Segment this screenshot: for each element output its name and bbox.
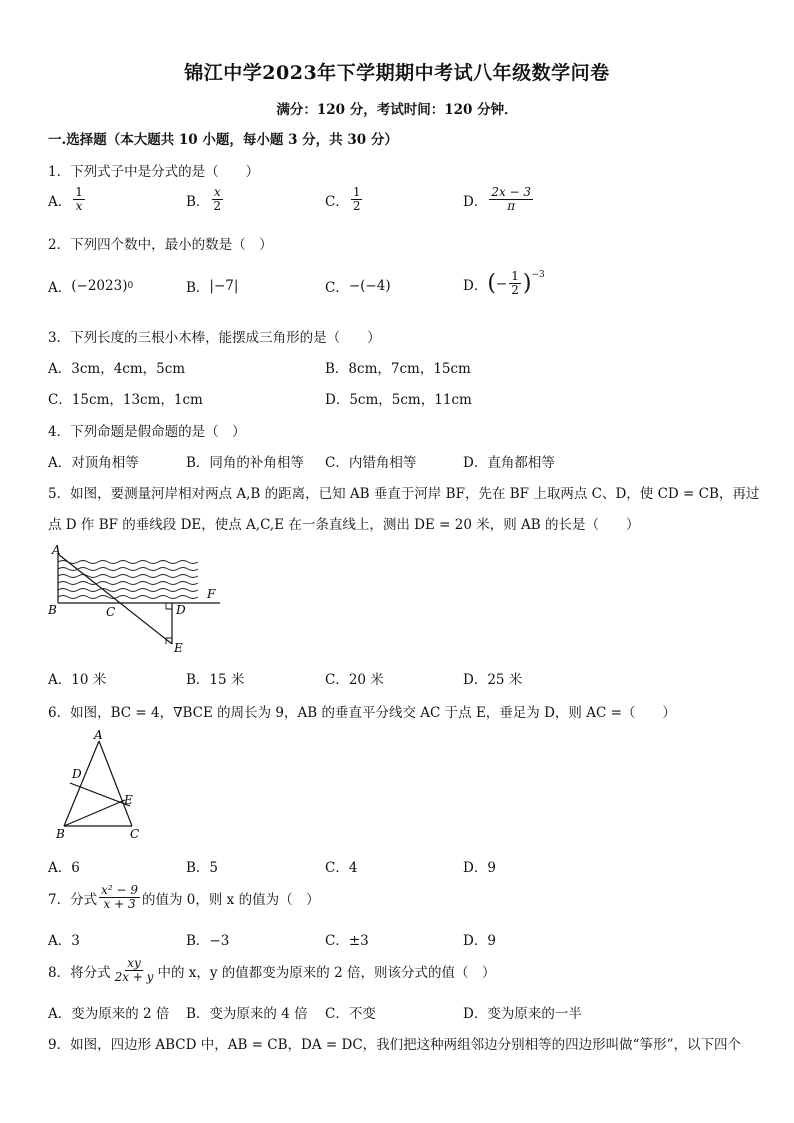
option-label: D． bbox=[463, 193, 488, 210]
power-exponent: 0 bbox=[127, 281, 134, 291]
fraction-denominator: 2x + y bbox=[114, 970, 154, 985]
fraction-numerator: 2x − 3 bbox=[491, 185, 532, 199]
question-1-option-c bbox=[325, 186, 364, 213]
question-2-option-d: D． ( − $\frac{1}{2}$ ) $^{-3}$ bbox=[463, 269, 545, 298]
section-heading: 一.选择题（本大题共 10 小题，每小题 3 分，共 30 分） bbox=[48, 132, 398, 148]
fraction-numerator: 1 bbox=[511, 269, 519, 283]
point-label-e: E bbox=[174, 641, 183, 655]
point-label-e: E bbox=[124, 793, 133, 807]
point-label-c: C bbox=[130, 827, 140, 841]
question-1-stem: 1．下列式子中是分式的是（ ） bbox=[48, 164, 260, 180]
fraction-numerator: 1 bbox=[75, 185, 83, 199]
exam-title: 锦江中学2023年下学期期中考试八年级数学问卷 bbox=[184, 62, 610, 84]
fraction-numerator: 1 bbox=[352, 185, 361, 199]
question-4-option-b: B．同角的补角相等 bbox=[186, 455, 304, 471]
question-3-option-c: C．15cm，13cm，1cm bbox=[48, 392, 203, 408]
question-8-stem bbox=[48, 957, 495, 984]
right-angle-mark-d bbox=[166, 603, 172, 609]
river-measurement-figure bbox=[44, 540, 234, 655]
question-4-option-d: D．直角都相等 bbox=[463, 455, 555, 471]
question-5-stem-line-2: 点 D 作 BF 的垂线段 DE，使点 A,C,E 在一条直线上，测出 DE = 20 米，则 AB 的长是（ ） bbox=[48, 517, 640, 533]
option-label: C． bbox=[325, 193, 349, 210]
question-7-stem-prefix: 7．分式 bbox=[48, 891, 98, 908]
question-8-option-d: D．变为原来的一半 bbox=[463, 1006, 582, 1022]
question-4-option-a: A．对顶角相等 bbox=[48, 455, 139, 471]
question-6-option-b: B．5 bbox=[186, 860, 219, 876]
exam-subtitle: 满分：120 分，考试时间：120 分钟． bbox=[276, 102, 518, 118]
question-1-option-a bbox=[48, 186, 87, 213]
question-8-stem-suffix: 中的 x，y 的值都变为原来的 2 倍，则该分式的值（ ） bbox=[157, 964, 496, 981]
option-label: B． bbox=[186, 193, 210, 210]
question-8-option-b: B．变为原来的 4 倍 bbox=[186, 1006, 308, 1022]
question-7-stem bbox=[48, 884, 320, 911]
question-8-option-a: A．变为原来的 2 倍 bbox=[48, 1006, 170, 1022]
point-label-d: D bbox=[176, 603, 186, 617]
question-2-stem: 2．下列四个数中，最小的数是（ ） bbox=[48, 237, 273, 253]
question-5-option-b: B．15 米 bbox=[186, 672, 245, 688]
power-base: −2023 bbox=[76, 278, 123, 294]
question-5-stem-line-1: 5．如图，要测量河岸相对两点 A,B 的距离，已知 AB 垂直于河岸 BF，先在 BF 上取两点 C、D，使 CD = CB，再过 bbox=[48, 486, 760, 502]
option-label: A． bbox=[48, 280, 72, 296]
question-1-option-b bbox=[186, 186, 225, 213]
power-exponent: −3 bbox=[531, 270, 545, 280]
question-7-option-b: B．−3 bbox=[186, 933, 230, 949]
question-9-stem: 9．如图，四边形 ABCD 中，AB = CB，DA = DC，我们把这种两组邻边分别相等的四边形叫做“筝形”，以下四个 bbox=[48, 1037, 741, 1053]
question-6-option-a: A．6 bbox=[48, 860, 80, 876]
question-7-option-c: C．±3 bbox=[325, 933, 369, 949]
question-7-option-a: A．3 bbox=[48, 933, 80, 949]
question-7-stem-suffix: 的值为 0，则 x 的值为（ ） bbox=[142, 891, 320, 908]
point-label-c: C bbox=[106, 605, 116, 619]
option-label: B． bbox=[186, 280, 210, 296]
perpendicular-bisector-de bbox=[70, 783, 130, 806]
option-label: C． bbox=[325, 280, 349, 296]
question-1-option-d bbox=[463, 186, 535, 213]
fraction-denominator: 2 bbox=[511, 283, 519, 298]
question-2-option-c bbox=[325, 276, 391, 296]
question-6-stem: 6．如图，BC = 4，∇BCE 的周长为 9，AB 的垂直平分线交 AC 于点 E，垂足为 D，则 AC =（ ） bbox=[48, 705, 676, 721]
question-5-option-a: A．10 米 bbox=[48, 672, 107, 688]
absolute-value-expression: |−7| bbox=[209, 278, 239, 294]
negation-expression: −(−4) bbox=[348, 278, 391, 294]
question-8-option-c: C．不变 bbox=[325, 1006, 376, 1022]
question-2-option-b bbox=[186, 276, 238, 296]
segment-ac bbox=[99, 741, 132, 826]
fraction-denominator: x + 3 bbox=[103, 897, 136, 912]
fraction-numerator: xy bbox=[127, 956, 141, 970]
question-3-option-b: B．8cm，7cm，15cm bbox=[325, 361, 471, 377]
question-6-option-c: C．4 bbox=[325, 860, 358, 876]
question-5-option-d: D．25 米 bbox=[463, 672, 523, 688]
option-label: A． bbox=[48, 193, 72, 210]
point-label-a: A bbox=[94, 728, 103, 742]
question-3-option-d: D．5cm，5cm，11cm bbox=[325, 392, 472, 408]
fraction-denominator: 2 bbox=[213, 199, 222, 214]
fraction-denominator: x bbox=[75, 199, 83, 214]
fraction-denominator: π bbox=[507, 199, 516, 214]
question-4-option-c: C．内错角相等 bbox=[325, 455, 417, 471]
triangle-figure bbox=[50, 727, 160, 842]
question-3-stem: 3．下列长度的三根小木棒，能摆成三角形的是（ ） bbox=[48, 330, 381, 346]
question-6-option-d: D．9 bbox=[463, 860, 496, 876]
option-label: D． bbox=[463, 277, 488, 294]
question-2-option-a: A． ( −2023 ) 0 bbox=[48, 278, 134, 296]
segment-ae bbox=[58, 554, 172, 644]
fraction-numerator: x bbox=[213, 185, 221, 199]
fraction-numerator: x² − 9 bbox=[101, 883, 138, 897]
question-3-option-a: A．3cm，4cm，5cm bbox=[48, 361, 186, 377]
point-label-d: D bbox=[72, 767, 82, 781]
question-7-option-d: D．9 bbox=[463, 933, 496, 949]
point-label-a: A bbox=[52, 543, 61, 557]
point-label-b: B bbox=[56, 827, 65, 841]
question-8-stem-prefix: 8．将分式 bbox=[48, 964, 111, 981]
river-waves bbox=[58, 561, 198, 599]
question-5-option-c: C．20 米 bbox=[325, 672, 384, 688]
point-label-f: F bbox=[207, 587, 216, 601]
point-label-b: B bbox=[48, 603, 57, 617]
fraction-denominator: 2 bbox=[352, 199, 361, 214]
question-4-stem: 4．下列命题是假命题的是（ ） bbox=[48, 424, 246, 440]
